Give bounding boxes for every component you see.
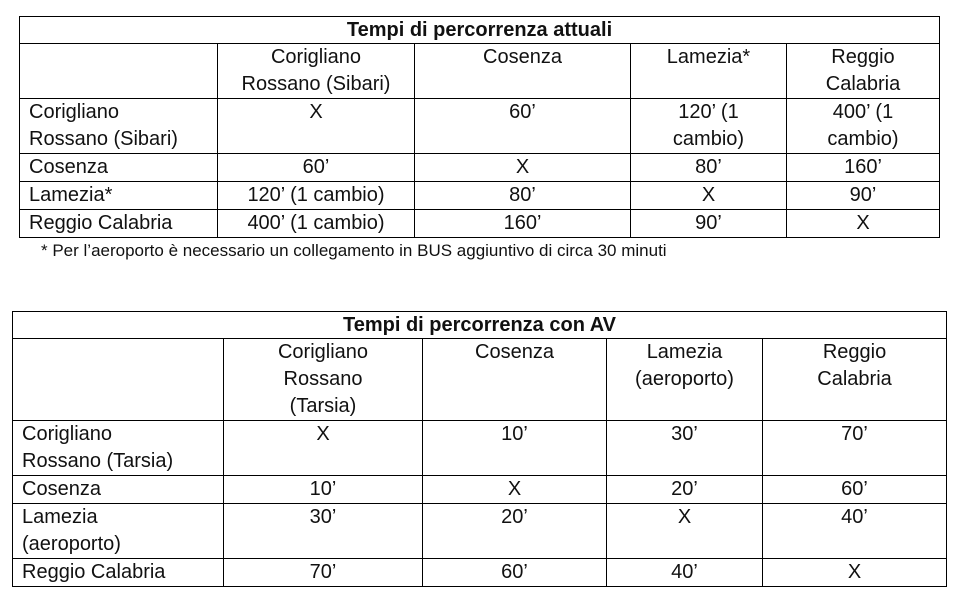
corner-cell <box>20 44 218 99</box>
table-cell: 400’ (1 cambio) <box>218 210 415 238</box>
table-row <box>20 182 940 210</box>
table-cell: 60’ <box>763 476 947 504</box>
table-cell: 400’ (1 cambio) <box>787 99 940 154</box>
table-cell: 120’ (1 cambio) <box>218 182 415 210</box>
table-cell: 40’ <box>607 559 763 587</box>
table-cell: 10’ <box>224 476 423 504</box>
table-row <box>13 559 947 587</box>
table-cell: 90’ <box>787 182 940 210</box>
table-cell: 60’ <box>415 99 631 154</box>
table-title-row <box>13 312 947 339</box>
table-cell: X <box>423 476 607 504</box>
table-cell: 10’ <box>423 421 607 476</box>
airport-footnote: * Per l’aeroporto è necessario un collegamento in BUS aggiuntivo di circa 30 minuti <box>41 241 667 260</box>
column-header: Corigliano Rossano (Sibari) <box>218 44 415 99</box>
table-cell: 20’ <box>423 504 607 559</box>
table-header-row <box>20 44 940 99</box>
row-header: Corigliano Rossano (Tarsia) <box>13 421 224 476</box>
table-row <box>13 476 947 504</box>
row-header: Corigliano Rossano (Sibari) <box>20 99 218 154</box>
table-cell: X <box>763 559 947 587</box>
table-cell: 30’ <box>224 504 423 559</box>
column-header: Reggio Calabria <box>787 44 940 99</box>
row-header: Cosenza <box>13 476 224 504</box>
table-title: Tempi di percorrenza con AV <box>13 312 947 339</box>
table-cell: X <box>607 504 763 559</box>
table-cell: 40’ <box>763 504 947 559</box>
column-header: Lamezia* <box>631 44 787 99</box>
table-cell: 160’ <box>787 154 940 182</box>
table-cell: 80’ <box>415 182 631 210</box>
row-header: Reggio Calabria <box>20 210 218 238</box>
current-travel-times-table <box>19 16 940 238</box>
column-header: Lamezia (aeroporto) <box>607 339 763 421</box>
table-cell: X <box>218 99 415 154</box>
table-cell: 90’ <box>631 210 787 238</box>
table-cell: X <box>415 154 631 182</box>
table-cell: 160’ <box>415 210 631 238</box>
table-cell: X <box>787 210 940 238</box>
corner-cell <box>13 339 224 421</box>
table-cell: 30’ <box>607 421 763 476</box>
table-row <box>13 421 947 476</box>
table-cell: 120’ (1 cambio) <box>631 99 787 154</box>
table-title-row <box>20 17 940 44</box>
column-header: Cosenza <box>423 339 607 421</box>
column-header: Corigliano Rossano (Tarsia) <box>224 339 423 421</box>
column-header: Cosenza <box>415 44 631 99</box>
table-cell: 20’ <box>607 476 763 504</box>
table-header-row <box>13 339 947 421</box>
hsr-travel-times-table <box>12 311 947 587</box>
table-cell: 60’ <box>423 559 607 587</box>
table-row <box>20 210 940 238</box>
table-cell: 70’ <box>763 421 947 476</box>
table-cell: X <box>631 182 787 210</box>
table-row <box>20 99 940 154</box>
row-header: Lamezia* <box>20 182 218 210</box>
row-header: Cosenza <box>20 154 218 182</box>
row-header: Reggio Calabria <box>13 559 224 587</box>
table-cell: 60’ <box>218 154 415 182</box>
table-cell: 80’ <box>631 154 787 182</box>
row-header: Lamezia (aeroporto) <box>13 504 224 559</box>
column-header: Reggio Calabria <box>763 339 947 421</box>
table-row <box>20 154 940 182</box>
table-title: Tempi di percorrenza attuali <box>20 17 940 44</box>
table-cell: X <box>224 421 423 476</box>
table-cell: 70’ <box>224 559 423 587</box>
table-row <box>13 504 947 559</box>
